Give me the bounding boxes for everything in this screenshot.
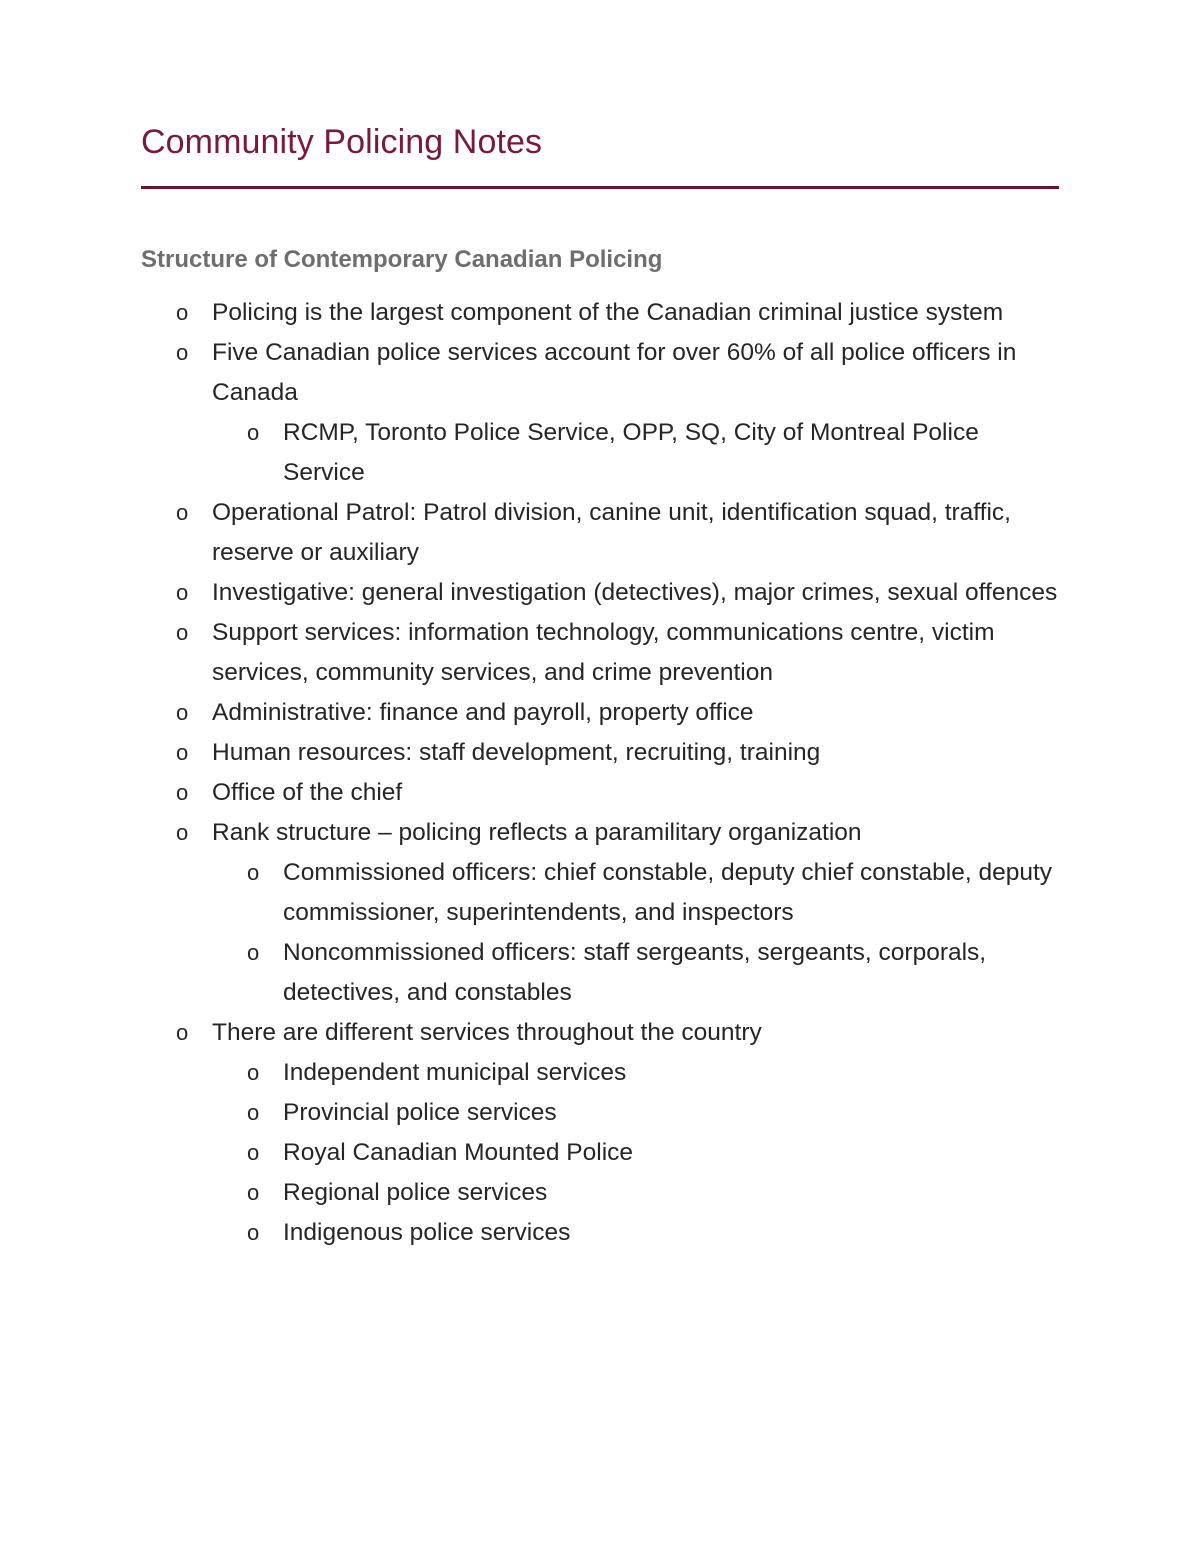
list-item-text: Indigenous police services	[283, 1219, 571, 1246]
list-item-text: Five Canadian police services account for over 60% of all police officers in Canada	[212, 339, 1017, 406]
bullet-marker: o	[247, 1100, 260, 1125]
bullet-marker: o	[176, 500, 189, 525]
sub-list-item	[0, 1093, 1200, 1133]
bullet-marker: o	[247, 1180, 260, 1205]
section-heading: Structure of Contemporary Canadian Policing	[141, 246, 663, 273]
list-item-text: Regional police services	[283, 1179, 548, 1206]
list-item-text: Office of the chief	[212, 779, 403, 806]
list-item	[0, 613, 1200, 693]
list-item	[0, 493, 1200, 573]
sub-list-item	[0, 853, 1200, 933]
bullet-marker: o	[247, 1060, 260, 1085]
bullet-marker: o	[176, 340, 189, 365]
list-item-text: Operational Patrol: Patrol division, canine unit, identification squad, traffic, reserve or auxiliary	[212, 499, 1011, 566]
list-item	[0, 813, 1200, 853]
list-item	[0, 693, 1200, 733]
list-item-text: Investigative: general investigation (detectives), major crimes, sexual offences	[212, 579, 1058, 606]
bullet-marker: o	[247, 1220, 260, 1245]
page-title: Community Policing Notes	[141, 123, 543, 161]
bullet-marker: o	[176, 580, 189, 605]
bullet-marker: o	[247, 1140, 260, 1165]
sub-list-item	[0, 1173, 1200, 1213]
sub-list-item	[0, 1213, 1200, 1253]
list-item-text: There are different services throughout the country	[212, 1019, 762, 1046]
bullet-marker: o	[247, 860, 260, 885]
bullet-marker: o	[176, 740, 189, 765]
sub-list-item	[0, 1133, 1200, 1173]
bullet-marker: o	[176, 1020, 189, 1045]
list-item-text: Royal Canadian Mounted Police	[283, 1139, 634, 1166]
list-item	[0, 573, 1200, 613]
bullet-marker: o	[176, 700, 189, 725]
list-item-text: Administrative: finance and payroll, property office	[212, 699, 754, 726]
sub-list-item	[0, 933, 1200, 1013]
list-item-text: Noncommissioned officers: staff sergeants, sergeants, corporals, detectives, and constables	[283, 939, 987, 1006]
sub-list-item	[0, 1053, 1200, 1093]
list-item-text: Human resources: staff development, recruiting, training	[212, 739, 821, 766]
bullet-marker: o	[176, 780, 189, 805]
list-item	[0, 1013, 1200, 1053]
bullet-marker: o	[176, 820, 189, 845]
list-item	[0, 333, 1200, 413]
bullet-marker: o	[247, 420, 260, 445]
list-item-text: Independent municipal services	[283, 1059, 627, 1086]
title-divider	[141, 186, 1059, 189]
bullet-marker: o	[176, 620, 189, 645]
bullet-marker: o	[247, 940, 260, 965]
list-item-text: Support services: information technology, communications centre, victim services, community services, and crime prevention	[212, 619, 995, 686]
bullet-list	[0, 293, 1200, 1253]
list-item-text: Rank structure – policing reflects a paramilitary organization	[212, 819, 862, 846]
list-item-text: Commissioned officers: chief constable, deputy chief constable, deputy commissioner, superintendents, and inspectors	[283, 859, 1052, 926]
list-item-text: Policing is the largest component of the Canadian criminal justice system	[212, 299, 1004, 326]
list-item	[0, 773, 1200, 813]
bullet-marker: o	[176, 300, 189, 325]
list-item	[0, 293, 1200, 333]
list-item-text: Provincial police services	[283, 1099, 557, 1126]
sub-list-item	[0, 413, 1200, 493]
list-item	[0, 733, 1200, 773]
list-item-text: RCMP, Toronto Police Service, OPP, SQ, City of Montreal Police Service	[283, 419, 979, 486]
